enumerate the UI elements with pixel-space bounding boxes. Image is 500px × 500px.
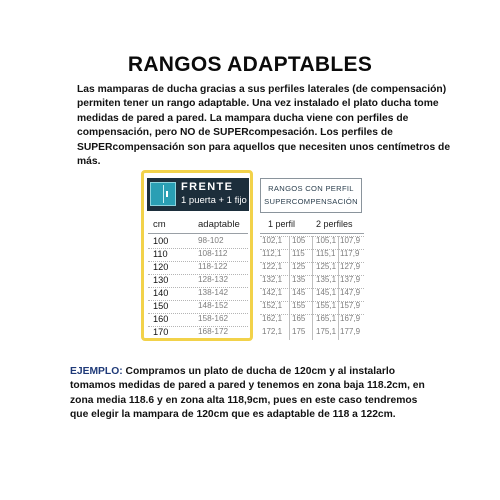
- value-cell: 165,1: [316, 314, 337, 323]
- table-row: [148, 288, 248, 301]
- range-cell: 98-102: [198, 236, 224, 245]
- table-row: [260, 327, 364, 340]
- table-row: [148, 301, 248, 314]
- range-cell: 168-172: [198, 327, 229, 336]
- perfil-title-line1: RANGOS CON PERFIL: [268, 184, 354, 193]
- value-cell: 135: [292, 275, 306, 284]
- value-cell: 105: [292, 236, 306, 245]
- cm-cell: 130: [153, 275, 169, 285]
- column-header-adaptable: adaptable: [198, 219, 240, 230]
- range-cell: 158-162: [198, 314, 229, 323]
- example-label: EJEMPLO:: [70, 366, 123, 377]
- range-cell: 128-132: [198, 275, 229, 284]
- value-cell: 142,1: [262, 288, 283, 297]
- value-cell: 165: [292, 314, 306, 323]
- table-row: [148, 249, 248, 262]
- value-cell: 145: [292, 288, 306, 297]
- value-cell: 145,1: [316, 288, 337, 297]
- value-cell: 137,9: [340, 275, 361, 284]
- value-cell: 125: [292, 262, 306, 271]
- table-row: [148, 314, 248, 327]
- shower-door-icon: [150, 182, 176, 206]
- table-row: [148, 327, 248, 340]
- value-cell: 152,1: [262, 301, 283, 310]
- cm-cell: 170: [153, 327, 169, 337]
- value-cell: 177,9: [340, 327, 361, 336]
- value-cell: 112,1: [262, 249, 282, 258]
- frente-table-header: [147, 178, 249, 211]
- value-cell: 175,1: [316, 327, 337, 336]
- cm-cell: 110: [153, 249, 168, 259]
- header-divider: [260, 233, 364, 234]
- value-cell: 167,9: [340, 314, 361, 323]
- value-cell: 157,9: [340, 301, 361, 310]
- value-cell: 115,1: [316, 249, 336, 258]
- value-cell: 162,1: [262, 314, 283, 323]
- value-cell: 107,9: [340, 236, 361, 245]
- table-row: [260, 236, 364, 249]
- value-cell: 172,1: [262, 327, 283, 336]
- cm-cell: 100: [153, 236, 169, 246]
- range-cell: 118-122: [198, 262, 228, 271]
- value-cell: 135,1: [316, 275, 337, 284]
- value-cell: 132,1: [262, 275, 283, 284]
- value-cell: 155: [292, 301, 306, 310]
- cm-cell: 140: [153, 288, 169, 298]
- intro-line: medidas de pared a pared. La mampara ducha viene con perfiles de: [77, 112, 409, 124]
- table-row: [260, 249, 364, 262]
- value-cell: 147,9: [340, 288, 361, 297]
- cm-cell: 150: [153, 301, 169, 311]
- example-line: tomamos medidas de pared a pared y tenemos en zona baja 118.2cm, en: [70, 380, 425, 392]
- intro-line: permiten tener un rango adaptable. Una vez instalado el plato ducha tome: [77, 98, 439, 110]
- example-paragraph: [70, 365, 450, 423]
- value-cell: 115: [292, 249, 305, 258]
- perfil-table-header: [260, 178, 362, 213]
- range-cell: 148-152: [198, 301, 229, 310]
- example-line: [70, 365, 450, 379]
- example-line: zona media 118.6 y en zona alta 118,9cm, pues en este caso tendremos: [70, 394, 418, 406]
- range-cell: 108-112: [198, 249, 228, 258]
- value-cell: 122,1: [262, 262, 283, 271]
- column-header-cm: cm: [153, 219, 166, 230]
- example-line: que elegir la mampara de 120cm que es adaptable de 118 a 122cm.: [70, 409, 396, 421]
- frente-subtitle: 1 puerta + 1 fijo: [181, 195, 247, 206]
- table-row: [148, 236, 248, 249]
- value-cell: 105,1: [316, 236, 337, 245]
- intro-line: compensación, pero NO de SUPERcompesación. Los perfiles de: [77, 127, 393, 139]
- frente-title: FRENTE: [181, 181, 234, 193]
- cm-cell: 160: [153, 314, 169, 324]
- intro-paragraph: [77, 83, 457, 169]
- table-row: [148, 262, 248, 275]
- column-header-2-perfiles: 2 perfiles: [316, 219, 353, 229]
- value-cell: 102,1: [262, 236, 283, 245]
- table-row: [260, 288, 364, 301]
- table-row: [148, 275, 248, 288]
- table-row: [260, 314, 364, 327]
- value-cell: 175: [292, 327, 306, 336]
- value-cell: 155,1: [316, 301, 337, 310]
- value-cell: 127,9: [340, 262, 361, 271]
- example-text: Compramos un plato de ducha de 120cm y al instalarlo: [122, 366, 396, 377]
- header-divider: [148, 233, 248, 234]
- table-row: [260, 301, 364, 314]
- page-title: RANGOS ADAPTABLES: [127, 53, 373, 76]
- table-row: [260, 262, 364, 275]
- value-cell: 125,1: [316, 262, 337, 271]
- value-cell: 117,9: [340, 249, 360, 258]
- intro-line: Las mamparas de ducha gracias a sus perfiles laterales (de compensación): [77, 84, 447, 95]
- column-header-1-perfil: 1 perfil: [268, 219, 296, 229]
- perfil-title-line2: SUPERCOMPENSACIÓN: [264, 197, 358, 206]
- cm-cell: 120: [153, 262, 169, 272]
- table-row: [260, 275, 364, 288]
- range-cell: 138-142: [198, 288, 229, 297]
- intro-line: SUPERcompensación son para aquellos que necesiten unos centímetros de más.: [77, 141, 451, 168]
